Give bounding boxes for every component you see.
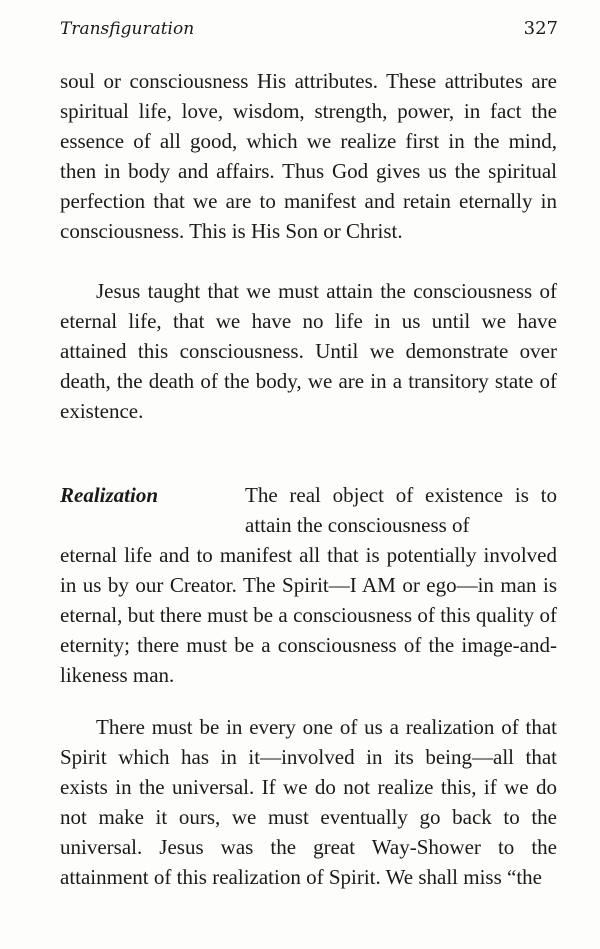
- running-title: Transfiguration: [60, 19, 195, 39]
- paragraph-2: [60, 276, 557, 426]
- paragraph-1: [60, 66, 557, 246]
- paragraph-1-text: soul or consciousness His attributes. These attributes are spiritual life, love, wisdom, strength, power, in fact the essence of all good, which we realize first in the mind, then in body and affairs. Thus God gives us the spiritual perfection that we are to manifest and retain eternally in consciousness. This is His Son or Christ.: [60, 69, 557, 243]
- paragraph-2-text: Jesus taught that we must attain the consciousness of eternal life, that we have no life in us until we have attained this consciousness. Until we demonstrate over death, the death of the body, we are in a transitory state of existence.: [60, 279, 557, 423]
- paragraph-4: [60, 712, 557, 892]
- section-body-text: eternal life and to manifest all that is potentially involved in us by our Creator. The Spirit—I AM or ego—in man is eternal, but there must be a consciousness of this quality of eternity; there must be a consciousness of the image-and-likeness man.: [60, 543, 557, 687]
- paragraph-4-text: There must be in every one of us a realization of that Spirit which has in it—involved in its being—all that exists in the universal. If we do not realize this, if we do not make it ours, we must eventually go back to the universal. Jesus was the great Way-Shower to the attainment of this realization of Spirit. We shall miss “the: [60, 715, 557, 889]
- running-head: [60, 18, 558, 44]
- section-lead-text: The real object of existence is to attain the consciousness of: [245, 483, 557, 537]
- realization-section: [60, 480, 557, 690]
- section-head-row: [60, 480, 557, 540]
- section-title: Realization: [60, 483, 159, 507]
- page-number: 327: [523, 18, 558, 39]
